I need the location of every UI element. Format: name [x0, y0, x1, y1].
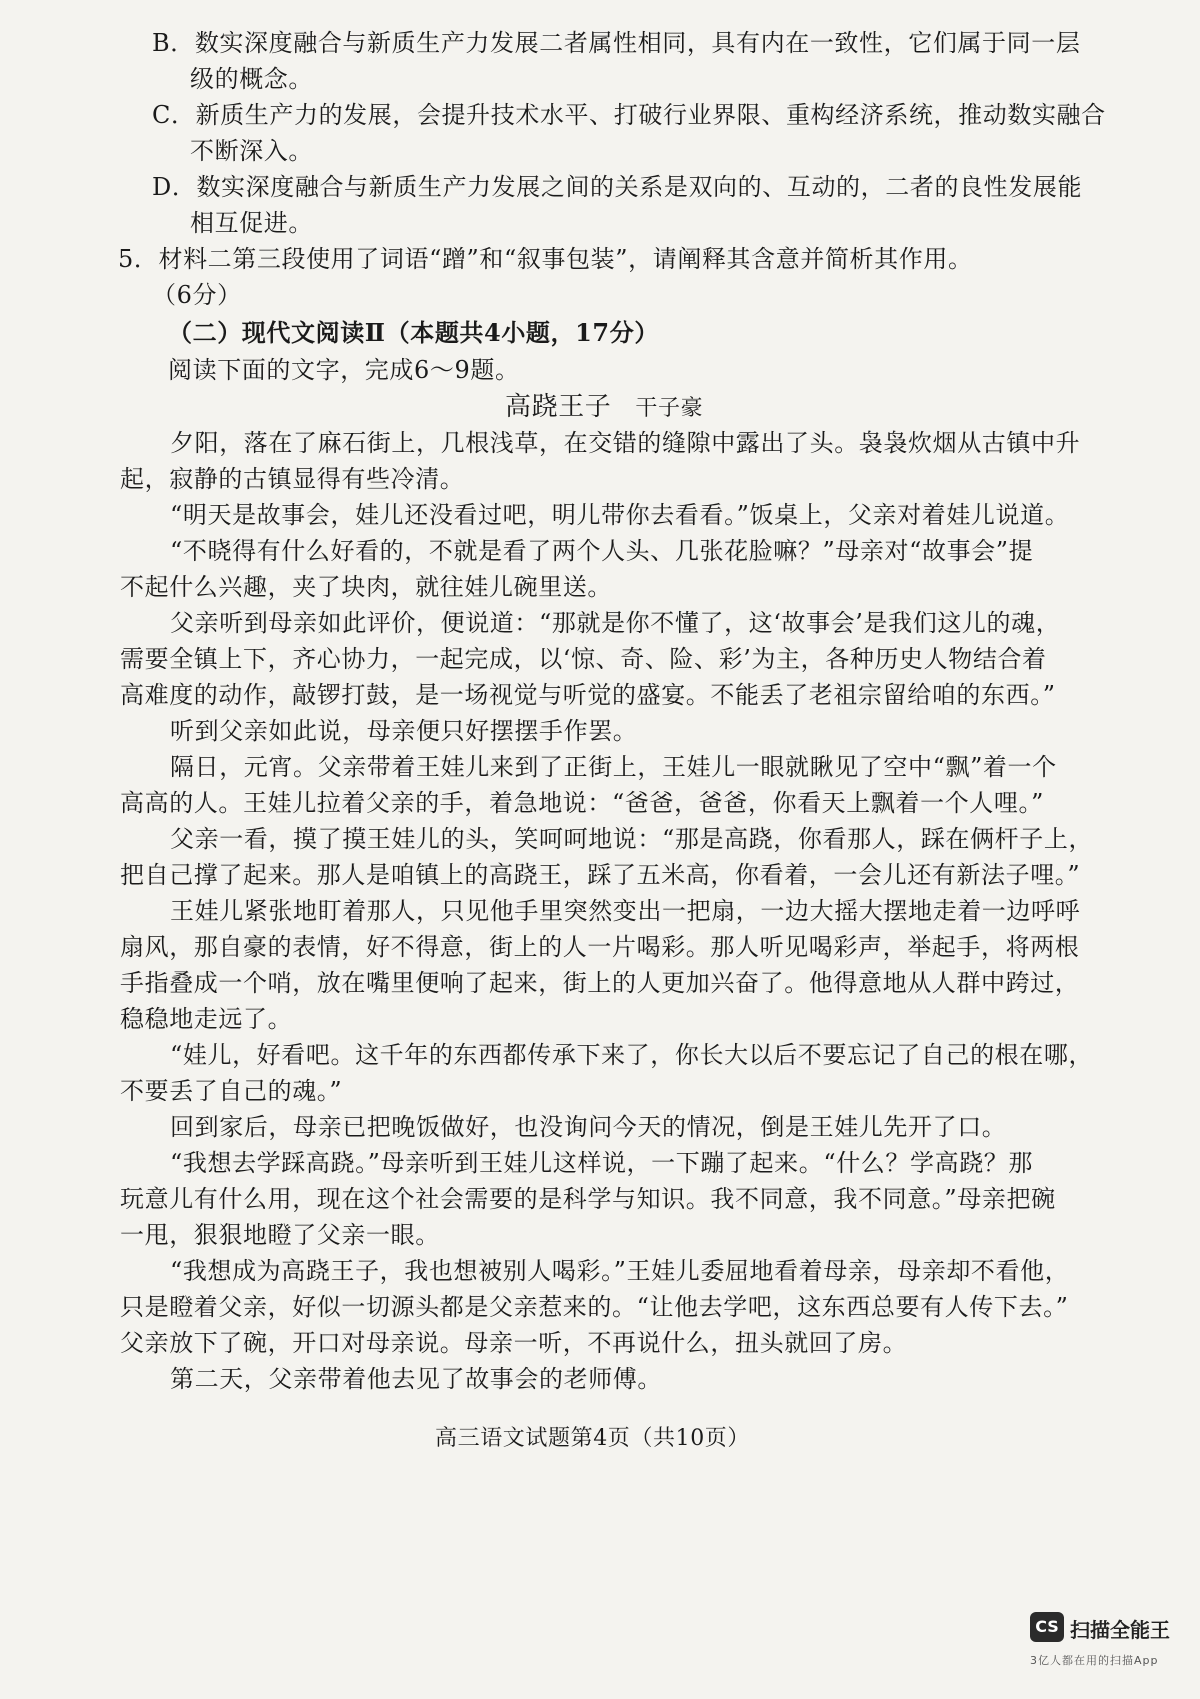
story-line-1: 夕阳，落在了麻石街上，几根浅草，在交错的缝隙中露出了头。袅袅炊烟从古镇中升	[170, 429, 1081, 457]
question-5-line-2: （6分）	[152, 281, 242, 309]
option-c-line-1: C．新质生产力的发展，会提升技术水平、打破行业界限、重构经济系统，推动数实融合	[152, 101, 1106, 129]
question-5-line-1: 5．材料二第三段使用了词语“蹭”和“叙事包装”，请阐释其含意并简析其作用。	[118, 245, 973, 273]
reading-instruction: 阅读下面的文字，完成6～9题。	[168, 356, 520, 384]
story-author: 干子豪	[635, 396, 704, 421]
story-line-15: 扇风，那自豪的表情，好不得意，街上的人一片喝彩。那人听见喝彩声，举起手，将两根	[120, 933, 1080, 961]
story-line-14: 王娃儿紧张地盯着那人，只见他手里突然变出一把扇，一边大摇大摆地走着一边呼呼	[170, 897, 1081, 925]
camscanner-logo-icon: CS	[1030, 1612, 1064, 1642]
story-line-5: 不起什么兴趣，夹了块肉，就往娃儿碗里送。	[120, 573, 612, 601]
option-c-line-2: 不断深入。	[190, 137, 313, 165]
story-line-8: 高难度的动作，敲锣打鼓，是一场视觉与听觉的盛宴。不能丢了老祖宗留给咱的东西。”	[120, 681, 1056, 709]
option-b-line-2: 级的概念。	[190, 65, 313, 93]
scanner-watermark	[1030, 1612, 1180, 1684]
story-line-11: 高高的人。王娃儿拉着父亲的手，着急地说：“爸爸，爸爸，你看天上飘着一个人哩。”	[120, 789, 1044, 817]
option-b-line-1: B．数实深度融合与新质生产力发展二者属性相同，具有内在一致性，它们属于同一层	[152, 29, 1081, 57]
story-line-22: 玩意儿有什么用，现在这个社会需要的是科学与知识。我不同意，我不同意。”母亲把碗	[120, 1185, 1056, 1213]
story-line-16: 手指叠成一个哨，放在嘴里便响了起来，街上的人更加兴奋了。他得意地从人群中跨过，	[120, 969, 1080, 997]
story-line-25: 只是瞪着父亲，好似一切源头都是父亲惹来的。“让他去学吧，这东西总要有人传下去。”	[120, 1293, 1069, 1321]
story-line-7: 需要全镇上下，齐心协力，一起完成，以‘惊、奇、险、彩’为主，各种历史人物结合着	[120, 645, 1047, 673]
option-d-line-2: 相互促进。	[190, 209, 313, 237]
story-line-3: “明天是故事会，娃儿还没看过吧，明儿带你去看看。”饭桌上，父亲对着娃儿说道。	[170, 501, 1070, 529]
story-line-18: “娃儿，好看吧。这千年的东西都传承下来了，你长大以后不要忘记了自己的根在哪，	[170, 1041, 1094, 1069]
story-line-21: “我想去学踩高跷。”母亲听到王娃儿这样说，一下蹦了起来。“什么？学高跷？那	[170, 1149, 1034, 1177]
section-heading: （二）现代文阅读Ⅱ（本题共4小题，17分）	[168, 318, 659, 347]
story-line-24: “我想成为高跷王子，我也想被别人喝彩。”王娃儿委屈地看着母亲，母亲却不看他，	[170, 1257, 1070, 1285]
story-line-17: 稳稳地走远了。	[120, 1005, 293, 1033]
story-line-9: 听到父亲如此说，母亲便只好摆摆手作罢。	[170, 717, 638, 745]
story-line-19: 不要丢了自己的魂。”	[120, 1077, 343, 1105]
story-line-10: 隔日，元宵。父亲带着王娃儿来到了正街上，王娃儿一眼就瞅见了空中“飘”着一个	[170, 753, 1057, 781]
story-line-4: “不晓得有什么好看的，不就是看了两个人头、几张花脸嘛？”母亲对“故事会”提	[170, 537, 1034, 565]
watermark-app-name: 扫描全能王	[1070, 1618, 1170, 1642]
option-d-line-1: D．数实深度融合与新质生产力发展之间的关系是双向的、互动的，二者的良性发展能	[152, 173, 1083, 201]
story-line-2: 起，寂静的古镇显得有些冷清。	[120, 465, 465, 493]
story-line-23: 一甩，狠狠地瞪了父亲一眼。	[120, 1221, 440, 1249]
story-line-6: 父亲听到母亲如此评价，便说道：“那就是你不懂了，这‘故事会’是我们这儿的魂，	[170, 609, 1061, 637]
page-footer: 高三语文试题第4页（共10页）	[435, 1426, 750, 1451]
story-line-20: 回到家后，母亲已把晚饭做好，也没询问今天的情况，倒是王娃儿先开了口。	[170, 1113, 1007, 1141]
story-line-27: 第二天，父亲带着他去见了故事会的老师傅。	[170, 1365, 662, 1393]
story-line-26: 父亲放下了碗，开口对母亲说。母亲一听，不再说什么，扭头就回了房。	[120, 1329, 908, 1357]
story-title-line	[505, 390, 703, 426]
story-title: 高跷王子	[505, 392, 612, 422]
story-line-13: 把自己撑了起来。那人是咱镇上的高跷王，踩了五米高，你看着，一会儿还有新法子哩。”	[120, 861, 1081, 889]
watermark-tagline: 3亿人都在用的扫描App	[1030, 1654, 1159, 1667]
story-line-12: 父亲一看，摸了摸王娃儿的头，笑呵呵地说：“那是高跷，你看那人，踩在俩杆子上，	[170, 825, 1094, 853]
